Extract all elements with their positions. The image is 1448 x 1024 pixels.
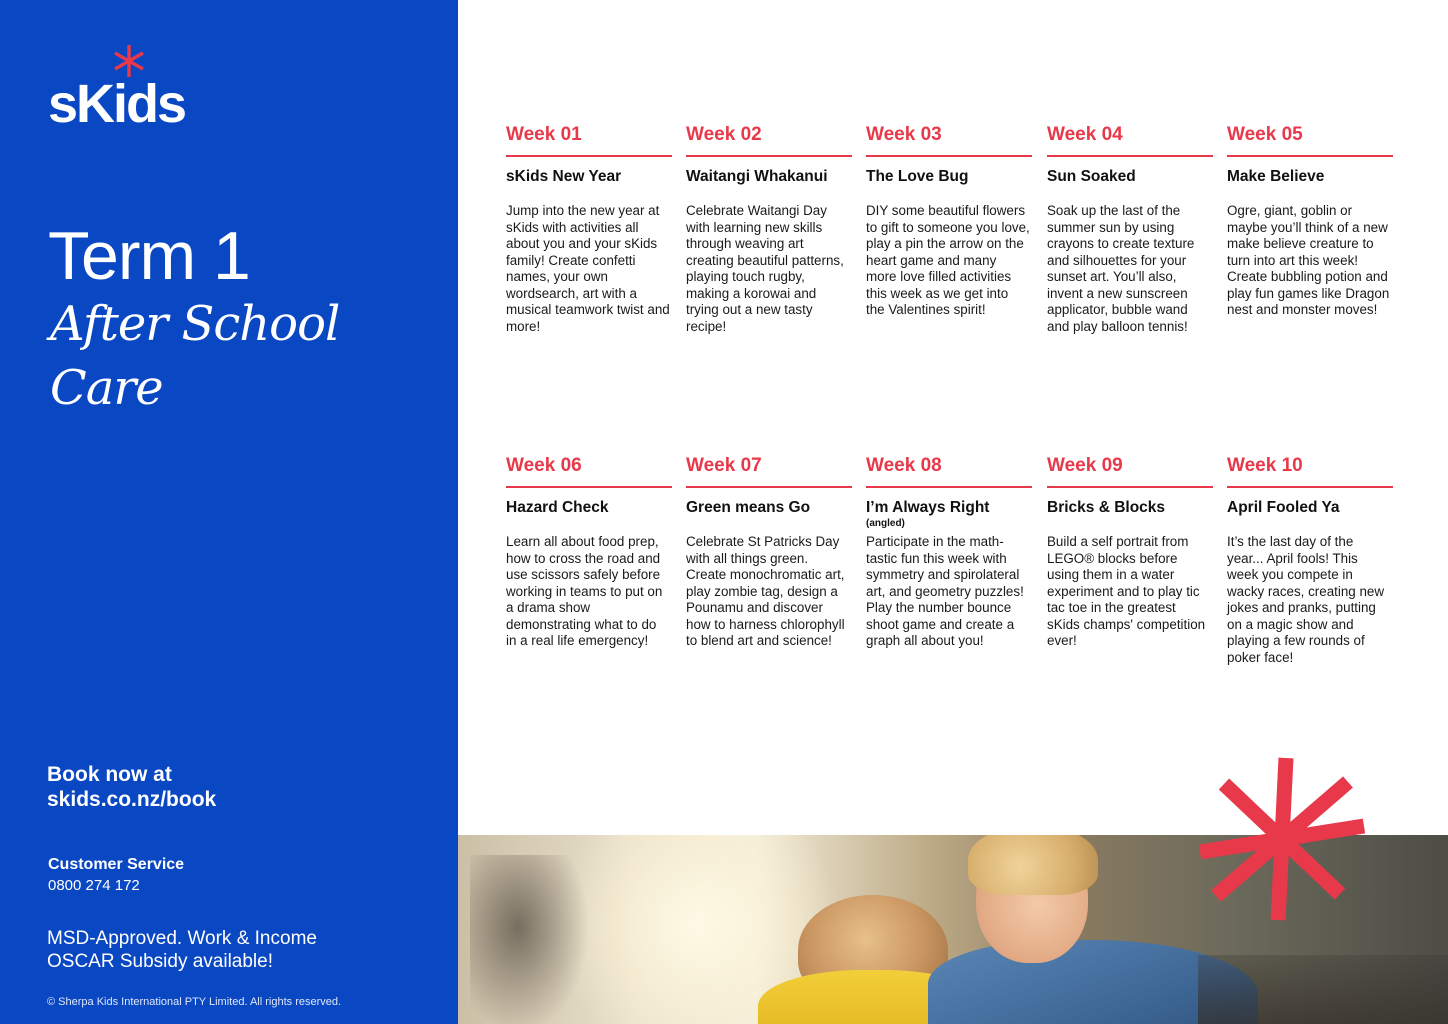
week-card — [866, 123, 1032, 319]
week-theme: The Love Bug — [866, 168, 969, 185]
week-card — [1047, 123, 1213, 335]
photo-tree — [470, 855, 590, 1024]
week-theme: Hazard Check — [506, 499, 609, 516]
customer-service-label: Customer Service — [48, 856, 185, 873]
week-theme: sKids New Year — [506, 168, 622, 185]
week-theme: April Fooled Ya — [1227, 499, 1340, 516]
week-card — [1047, 454, 1213, 650]
week-heading: Week 03 — [866, 123, 1032, 157]
photo-foreground — [1198, 955, 1448, 1024]
week-theme: Bricks & Blocks — [1047, 499, 1166, 516]
week-card — [1227, 123, 1393, 319]
week-description: Celebrate St Patricks Day with all things green. Create monochromatic art, play zombie tag, design a Pounamu and discover how to harness chlorophyll to blend art and science! — [686, 534, 845, 648]
booking-label: Book now at — [47, 763, 172, 786]
logo-wordmark: sKids — [48, 74, 186, 134]
copyright-notice: © Sherpa Kids International PTY Limited. All rights reserved. — [47, 996, 342, 1008]
skids-logo — [46, 44, 186, 136]
week-heading: Week 06 — [506, 454, 672, 488]
subsidy-line-1: MSD-Approved. Work & Income — [47, 928, 317, 949]
week-card — [686, 123, 852, 335]
subsidy-line-2: OSCAR Subsidy available! — [47, 951, 273, 972]
week-theme: I’m Always Right — [866, 499, 990, 516]
week-card — [506, 454, 672, 650]
week-heading: Week 07 — [686, 454, 852, 488]
week-heading: Week 09 — [1047, 454, 1213, 488]
asterisk-icon — [112, 44, 146, 78]
subsidy-note — [47, 927, 407, 973]
large-asterisk-icon — [1198, 754, 1366, 924]
page-subtitle: After School Care — [50, 296, 340, 416]
page-title: Term 1 — [48, 218, 250, 294]
week-description: Jump into the new year at sKids with activities all about you and your sKids family! Create confetti names, your own wordsearch, art with a musical teamwork twist and more! — [506, 203, 670, 334]
week-theme: Sun Soaked — [1047, 168, 1136, 185]
week-description: Learn all about food prep, how to cross the road and use scissors safely before working in teams to put on a drama show demonstrating what to do in a real life emergency! — [506, 534, 663, 648]
week-heading: Week 05 — [1227, 123, 1393, 157]
week-card — [506, 123, 672, 335]
week-theme: Make Believe — [1227, 168, 1325, 185]
photo-boy-hair — [968, 835, 1098, 895]
week-heading: Week 02 — [686, 123, 852, 157]
week-description: Soak up the last of the summer sun by using crayons to create texture and silhouettes for your sunset art. You’ll also, invent a new sunscreen applicator, bubble wand and play balloon tennis! — [1047, 203, 1195, 334]
week-description: Ogre, giant, goblin or maybe you’ll think of a new make believe creature to turn into art this week! Create bubbling potion and play fun games like Dragon nest and monster moves! — [1227, 203, 1390, 317]
customer-service-phone[interactable]: 0800 274 172 — [48, 877, 140, 894]
week-heading: Week 04 — [1047, 123, 1213, 157]
booking-link[interactable]: skids.co.nz/book — [47, 788, 217, 811]
week-heading: Week 01 — [506, 123, 672, 157]
week-description: It’s the last day of the year... April fools! This week you compete in wacky races, creating new jokes and pranks, putting on a magic show and playing a few rounds of poker face! — [1227, 534, 1385, 665]
week-description: Celebrate Waitangi Day with learning new skills through weaving art creating beautiful patterns, playing touch rugby, making a korowai and trying out a new tasty recipe! — [686, 203, 844, 334]
week-heading: Week 08 — [866, 454, 1032, 488]
week-card: Week 08 I’m Always Right (angled) Participate in the math-tastic fun this week with symmetry and spirolateral art, and geometry puzzles! Play the number bounce shoot game and create a graph all about you! — [866, 454, 1032, 650]
week-theme: Waitangi Whakanui — [686, 168, 828, 185]
week-description: DIY some beautiful flowers to gift to someone you love, play a pin the arrow on the heart game and many more love filled activities this week as we get into the Valentines spirit! — [866, 203, 1030, 317]
week-description: Build a self portrait from LEGO® blocks before using them in a water experiment and to play tic tac toe in the greatest sKids champs' competition ever! — [1047, 534, 1206, 648]
week-description: Participate in the math-tastic fun this week with symmetry and spirolateral art, and geometry puzzles! Play the number bounce shoot game and create a graph all about you! — [866, 534, 1024, 648]
week-theme: Green means Go — [686, 499, 811, 516]
week-card — [1227, 454, 1393, 666]
week-heading: Week 10 — [1227, 454, 1393, 488]
week-card — [686, 454, 852, 650]
booking-callout — [47, 762, 216, 812]
sidebar-panel — [0, 0, 458, 1024]
